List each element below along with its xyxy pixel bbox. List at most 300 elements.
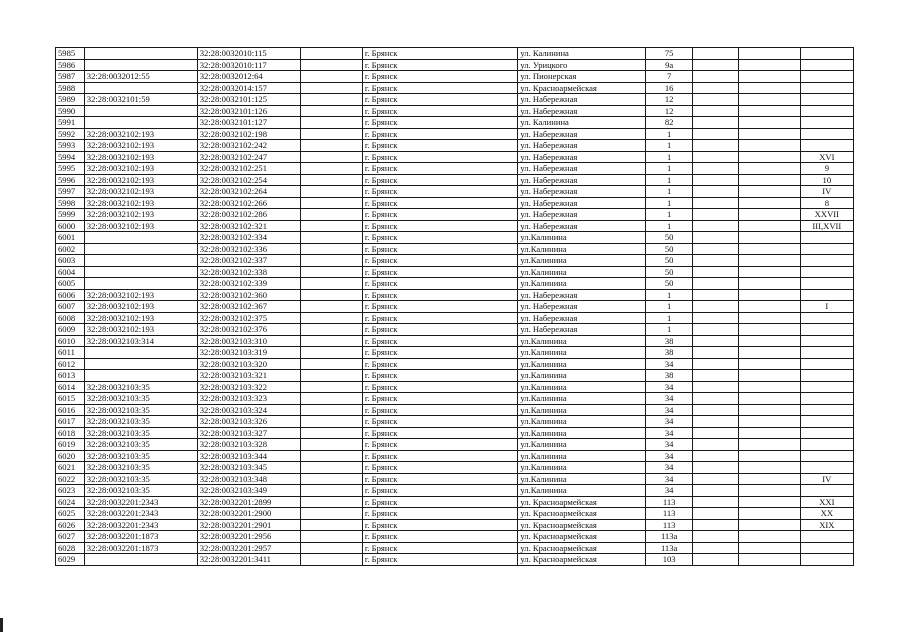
cell-empty bbox=[693, 117, 739, 129]
cell-empty bbox=[301, 404, 363, 416]
cell-record-number: 6000 bbox=[56, 220, 85, 232]
cell-city: г. Брянск bbox=[362, 197, 518, 209]
cell-city: г. Брянск bbox=[362, 186, 518, 198]
cell-street: ул. Красноармейская bbox=[518, 496, 646, 508]
cell-building-cadastral: 32:28:0032201:2901 bbox=[197, 519, 300, 531]
cell-record-number: 6010 bbox=[56, 335, 85, 347]
cell-empty bbox=[738, 82, 800, 94]
cell-premises bbox=[800, 59, 853, 71]
cell-building-cadastral: 32:28:0032201:2956 bbox=[197, 531, 300, 543]
cell-street: ул.Калинина bbox=[518, 381, 646, 393]
cell-empty bbox=[738, 209, 800, 221]
cell-building-cadastral: 32:28:0032102:242 bbox=[197, 140, 300, 152]
cell-premises bbox=[800, 94, 853, 106]
cell-city: г. Брянск bbox=[362, 519, 518, 531]
cell-street: ул. Набережная bbox=[518, 209, 646, 221]
cell-record-number: 6029 bbox=[56, 554, 85, 566]
cell-empty bbox=[738, 462, 800, 474]
cell-parcel-cadastral: 32:28:0032102:193 bbox=[84, 186, 197, 198]
cell-house: 103 bbox=[646, 554, 693, 566]
cell-empty bbox=[693, 393, 739, 405]
cell-premises bbox=[800, 128, 853, 140]
cell-record-number: 5998 bbox=[56, 197, 85, 209]
cell-empty bbox=[693, 209, 739, 221]
cell-city: г. Брянск bbox=[362, 324, 518, 336]
cell-empty bbox=[738, 301, 800, 313]
cell-street: ул. Набережная bbox=[518, 186, 646, 198]
cell-parcel-cadastral: 32:28:0032201:2343 bbox=[84, 496, 197, 508]
cell-building-cadastral: 32:28:0032103:345 bbox=[197, 462, 300, 474]
cell-empty bbox=[301, 266, 363, 278]
cell-empty bbox=[693, 508, 739, 520]
cell-record-number: 6025 bbox=[56, 508, 85, 520]
table-row bbox=[56, 163, 854, 175]
cell-empty bbox=[693, 186, 739, 198]
cell-empty bbox=[301, 197, 363, 209]
cell-empty bbox=[301, 105, 363, 117]
cell-street: ул. Набережная bbox=[518, 105, 646, 117]
cell-street: ул. Калинина bbox=[518, 117, 646, 129]
cell-premises: III,XVII bbox=[800, 220, 853, 232]
cell-city: г. Брянск bbox=[362, 105, 518, 117]
cell-street: ул. Пионерская bbox=[518, 71, 646, 83]
cell-parcel-cadastral bbox=[84, 358, 197, 370]
cell-premises bbox=[800, 255, 853, 267]
cell-record-number: 6009 bbox=[56, 324, 85, 336]
cell-building-cadastral: 32:28:0032103:327 bbox=[197, 427, 300, 439]
cell-empty bbox=[693, 94, 739, 106]
cell-empty bbox=[301, 174, 363, 186]
cell-record-number: 6022 bbox=[56, 473, 85, 485]
cell-empty bbox=[738, 427, 800, 439]
cell-parcel-cadastral: 32:28:0032103:35 bbox=[84, 427, 197, 439]
cell-empty bbox=[301, 496, 363, 508]
table-row bbox=[56, 140, 854, 152]
cell-street: ул. Красноармейская bbox=[518, 542, 646, 554]
cell-street: ул. Красноармейская bbox=[518, 519, 646, 531]
cell-house: 34 bbox=[646, 404, 693, 416]
cell-empty bbox=[693, 531, 739, 543]
cell-building-cadastral: 32:28:0032101:125 bbox=[197, 94, 300, 106]
cell-house: 1 bbox=[646, 151, 693, 163]
cell-record-number: 6023 bbox=[56, 485, 85, 497]
cell-empty bbox=[738, 128, 800, 140]
cell-city: г. Брянск bbox=[362, 301, 518, 313]
cell-premises bbox=[800, 393, 853, 405]
cell-parcel-cadastral: 32:28:0032102:193 bbox=[84, 301, 197, 313]
cell-house: 12 bbox=[646, 105, 693, 117]
registry-body bbox=[56, 48, 854, 566]
cell-empty bbox=[738, 266, 800, 278]
cell-empty bbox=[301, 117, 363, 129]
cell-record-number: 5995 bbox=[56, 163, 85, 175]
cell-building-cadastral: 32:28:0032101:127 bbox=[197, 117, 300, 129]
cell-house: 50 bbox=[646, 232, 693, 244]
cell-empty bbox=[693, 128, 739, 140]
cell-premises bbox=[800, 462, 853, 474]
cell-parcel-cadastral bbox=[84, 243, 197, 255]
cell-record-number: 5993 bbox=[56, 140, 85, 152]
cell-empty bbox=[301, 232, 363, 244]
table-row bbox=[56, 485, 854, 497]
cell-empty bbox=[301, 71, 363, 83]
cell-house: 34 bbox=[646, 393, 693, 405]
cell-empty bbox=[301, 151, 363, 163]
table-row bbox=[56, 473, 854, 485]
cell-city: г. Брянск bbox=[362, 243, 518, 255]
cell-parcel-cadastral bbox=[84, 370, 197, 382]
cell-building-cadastral: 32:28:0032102:264 bbox=[197, 186, 300, 198]
cell-house: 1 bbox=[646, 140, 693, 152]
cell-city: г. Брянск bbox=[362, 163, 518, 175]
cell-parcel-cadastral: 32:28:0032201:1873 bbox=[84, 542, 197, 554]
cell-premises bbox=[800, 232, 853, 244]
cell-record-number: 6015 bbox=[56, 393, 85, 405]
cell-record-number: 6004 bbox=[56, 266, 85, 278]
cell-premises: IV bbox=[800, 186, 853, 198]
cell-city: г. Брянск bbox=[362, 496, 518, 508]
cell-empty bbox=[738, 220, 800, 232]
cell-building-cadastral: 32:28:0032103:320 bbox=[197, 358, 300, 370]
cell-empty bbox=[693, 243, 739, 255]
cell-street: ул. Красноармейская bbox=[518, 531, 646, 543]
cell-empty bbox=[693, 278, 739, 290]
cell-empty bbox=[693, 347, 739, 359]
cell-record-number: 5986 bbox=[56, 59, 85, 71]
cell-empty bbox=[693, 151, 739, 163]
cell-empty bbox=[738, 554, 800, 566]
table-row bbox=[56, 301, 854, 313]
cell-city: г. Брянск bbox=[362, 335, 518, 347]
cell-city: г. Брянск bbox=[362, 485, 518, 497]
cell-empty bbox=[693, 439, 739, 451]
cell-empty bbox=[301, 94, 363, 106]
table-row bbox=[56, 370, 854, 382]
cell-empty bbox=[738, 163, 800, 175]
cell-record-number: 6003 bbox=[56, 255, 85, 267]
cell-house: 1 bbox=[646, 174, 693, 186]
cell-empty bbox=[738, 485, 800, 497]
cell-premises bbox=[800, 370, 853, 382]
cell-city: г. Брянск bbox=[362, 71, 518, 83]
table-row bbox=[56, 59, 854, 71]
table-row bbox=[56, 358, 854, 370]
cell-empty bbox=[693, 312, 739, 324]
cell-empty bbox=[301, 163, 363, 175]
cell-parcel-cadastral bbox=[84, 117, 197, 129]
cell-parcel-cadastral: 32:28:0032102:193 bbox=[84, 209, 197, 221]
cell-street: ул. Набережная bbox=[518, 174, 646, 186]
table-row bbox=[56, 48, 854, 60]
table-row bbox=[56, 335, 854, 347]
table-row bbox=[56, 404, 854, 416]
cell-empty bbox=[738, 404, 800, 416]
cell-empty bbox=[738, 335, 800, 347]
cell-empty bbox=[301, 335, 363, 347]
cell-empty bbox=[693, 496, 739, 508]
cell-record-number: 5988 bbox=[56, 82, 85, 94]
cell-empty bbox=[738, 232, 800, 244]
cell-empty bbox=[301, 416, 363, 428]
cell-empty bbox=[301, 289, 363, 301]
cell-empty bbox=[693, 59, 739, 71]
cell-city: г. Брянск bbox=[362, 59, 518, 71]
cell-house: 1 bbox=[646, 301, 693, 313]
cell-parcel-cadastral bbox=[84, 82, 197, 94]
cell-parcel-cadastral: 32:28:0032102:193 bbox=[84, 289, 197, 301]
cell-street: ул. Набережная bbox=[518, 128, 646, 140]
cell-empty bbox=[738, 393, 800, 405]
cell-house: 82 bbox=[646, 117, 693, 129]
cell-street: ул.Калинина bbox=[518, 243, 646, 255]
cell-record-number: 6026 bbox=[56, 519, 85, 531]
cell-record-number: 5992 bbox=[56, 128, 85, 140]
cell-empty bbox=[301, 82, 363, 94]
cell-premises bbox=[800, 531, 853, 543]
table-row bbox=[56, 508, 854, 520]
cell-record-number: 5997 bbox=[56, 186, 85, 198]
cell-building-cadastral: 32:28:0032102:254 bbox=[197, 174, 300, 186]
cell-parcel-cadastral: 32:28:0032103:35 bbox=[84, 439, 197, 451]
cell-building-cadastral: 32:28:0032102:338 bbox=[197, 266, 300, 278]
cell-empty bbox=[693, 335, 739, 347]
cell-house: 113 bbox=[646, 496, 693, 508]
table-row bbox=[56, 542, 854, 554]
cell-premises bbox=[800, 335, 853, 347]
cell-house: 38 bbox=[646, 370, 693, 382]
cell-parcel-cadastral: 32:28:0032102:193 bbox=[84, 140, 197, 152]
cell-empty bbox=[693, 427, 739, 439]
cell-parcel-cadastral: 32:28:0032012:55 bbox=[84, 71, 197, 83]
cell-city: г. Брянск bbox=[362, 347, 518, 359]
cell-city: г. Брянск bbox=[362, 312, 518, 324]
cell-building-cadastral: 32:28:0032102:198 bbox=[197, 128, 300, 140]
cell-parcel-cadastral: 32:28:0032201:1873 bbox=[84, 531, 197, 543]
cell-record-number: 6007 bbox=[56, 301, 85, 313]
cell-premises bbox=[800, 117, 853, 129]
cell-street: ул.Калинина bbox=[518, 278, 646, 290]
cell-street: ул.Калинина bbox=[518, 335, 646, 347]
cell-city: г. Брянск bbox=[362, 174, 518, 186]
cell-building-cadastral: 32:28:0032102:251 bbox=[197, 163, 300, 175]
cell-street: ул. Красноармейская bbox=[518, 508, 646, 520]
cell-empty bbox=[738, 94, 800, 106]
cell-premises: XXI bbox=[800, 496, 853, 508]
cell-house: 9а bbox=[646, 59, 693, 71]
cell-street: ул. Набережная bbox=[518, 94, 646, 106]
cell-premises bbox=[800, 324, 853, 336]
table-row bbox=[56, 174, 854, 186]
cell-premises: 8 bbox=[800, 197, 853, 209]
cell-city: г. Брянск bbox=[362, 427, 518, 439]
cell-premises bbox=[800, 140, 853, 152]
cell-building-cadastral: 32:28:0032102:337 bbox=[197, 255, 300, 267]
cell-empty bbox=[738, 496, 800, 508]
cell-house: 75 bbox=[646, 48, 693, 60]
cell-street: ул.Калинина bbox=[518, 416, 646, 428]
cell-empty bbox=[738, 71, 800, 83]
cell-empty bbox=[301, 462, 363, 474]
cell-record-number: 6018 bbox=[56, 427, 85, 439]
cell-empty bbox=[693, 174, 739, 186]
cell-street: ул. Набережная bbox=[518, 289, 646, 301]
cell-parcel-cadastral bbox=[84, 105, 197, 117]
table-row bbox=[56, 266, 854, 278]
cell-house: 1 bbox=[646, 128, 693, 140]
table-row bbox=[56, 554, 854, 566]
cell-empty bbox=[301, 243, 363, 255]
cell-record-number: 6027 bbox=[56, 531, 85, 543]
table-row bbox=[56, 186, 854, 198]
cell-empty bbox=[301, 531, 363, 543]
cell-empty bbox=[738, 105, 800, 117]
table-row bbox=[56, 381, 854, 393]
cell-street: ул. Красноармейская bbox=[518, 554, 646, 566]
cell-empty bbox=[693, 381, 739, 393]
cell-record-number: 6017 bbox=[56, 416, 85, 428]
cell-empty bbox=[738, 473, 800, 485]
cell-empty bbox=[738, 117, 800, 129]
cell-street: ул.Калинина bbox=[518, 358, 646, 370]
cell-empty bbox=[301, 542, 363, 554]
cell-record-number: 6021 bbox=[56, 462, 85, 474]
cell-street: ул. Урицкого bbox=[518, 59, 646, 71]
cell-empty bbox=[738, 174, 800, 186]
cell-street: ул.Калинина bbox=[518, 473, 646, 485]
cell-building-cadastral: 32:28:0032102:247 bbox=[197, 151, 300, 163]
cell-street: ул.Калинина bbox=[518, 485, 646, 497]
cell-premises bbox=[800, 416, 853, 428]
cell-record-number: 5987 bbox=[56, 71, 85, 83]
cell-parcel-cadastral bbox=[84, 255, 197, 267]
cell-premises bbox=[800, 266, 853, 278]
cell-premises bbox=[800, 48, 853, 60]
cell-building-cadastral: 32:28:0032102:339 bbox=[197, 278, 300, 290]
cell-empty bbox=[738, 197, 800, 209]
cell-premises bbox=[800, 404, 853, 416]
cell-empty bbox=[693, 289, 739, 301]
cell-premises: IV bbox=[800, 473, 853, 485]
cell-city: г. Брянск bbox=[362, 48, 518, 60]
cell-building-cadastral: 32:28:0032014:157 bbox=[197, 82, 300, 94]
cell-house: 12 bbox=[646, 94, 693, 106]
cell-empty bbox=[693, 82, 739, 94]
cell-empty bbox=[693, 48, 739, 60]
cell-parcel-cadastral bbox=[84, 266, 197, 278]
table-row bbox=[56, 82, 854, 94]
cell-empty bbox=[693, 450, 739, 462]
cell-city: г. Брянск bbox=[362, 542, 518, 554]
cell-house: 34 bbox=[646, 450, 693, 462]
cell-parcel-cadastral: 32:28:0032201:2343 bbox=[84, 519, 197, 531]
cell-city: г. Брянск bbox=[362, 255, 518, 267]
cell-record-number: 6019 bbox=[56, 439, 85, 451]
cell-empty bbox=[301, 255, 363, 267]
cell-street: ул. Набережная bbox=[518, 324, 646, 336]
cell-city: г. Брянск bbox=[362, 439, 518, 451]
cell-premises bbox=[800, 71, 853, 83]
cell-empty bbox=[301, 381, 363, 393]
cell-street: ул. Красноармейская bbox=[518, 82, 646, 94]
cell-house: 34 bbox=[646, 381, 693, 393]
cell-premises: 10 bbox=[800, 174, 853, 186]
cell-empty bbox=[738, 542, 800, 554]
cell-building-cadastral: 32:28:0032102:367 bbox=[197, 301, 300, 313]
table-row bbox=[56, 151, 854, 163]
cell-street: ул.Калинина bbox=[518, 462, 646, 474]
cell-building-cadastral: 32:28:0032103:344 bbox=[197, 450, 300, 462]
cell-city: г. Брянск bbox=[362, 473, 518, 485]
table-row bbox=[56, 496, 854, 508]
cell-house: 34 bbox=[646, 439, 693, 451]
cell-house: 34 bbox=[646, 427, 693, 439]
cell-house: 38 bbox=[646, 347, 693, 359]
cell-empty bbox=[301, 450, 363, 462]
cell-empty bbox=[738, 140, 800, 152]
cell-empty bbox=[693, 140, 739, 152]
cell-street: ул. Набережная bbox=[518, 151, 646, 163]
cell-building-cadastral: 32:28:0032201:2899 bbox=[197, 496, 300, 508]
cell-empty bbox=[738, 347, 800, 359]
cell-building-cadastral: 32:28:0032103:328 bbox=[197, 439, 300, 451]
cell-city: г. Брянск bbox=[362, 370, 518, 382]
cell-street: ул.Калинина bbox=[518, 404, 646, 416]
cell-house: 34 bbox=[646, 462, 693, 474]
cell-building-cadastral: 32:28:0032103:319 bbox=[197, 347, 300, 359]
cell-premises: XVI bbox=[800, 151, 853, 163]
cell-parcel-cadastral: 32:28:0032101:59 bbox=[84, 94, 197, 106]
table-row bbox=[56, 439, 854, 451]
cell-house: 1 bbox=[646, 197, 693, 209]
cell-premises: 9 bbox=[800, 163, 853, 175]
cell-street: ул.Калинина bbox=[518, 255, 646, 267]
cell-city: г. Брянск bbox=[362, 220, 518, 232]
cell-building-cadastral: 32:28:0032103:326 bbox=[197, 416, 300, 428]
cell-city: г. Брянск bbox=[362, 508, 518, 520]
cell-city: г. Брянск bbox=[362, 140, 518, 152]
cell-building-cadastral: 32:28:0032102:376 bbox=[197, 324, 300, 336]
cell-parcel-cadastral: 32:28:0032201:2343 bbox=[84, 508, 197, 520]
cell-empty bbox=[693, 105, 739, 117]
cell-street: ул.Калинина bbox=[518, 450, 646, 462]
cell-city: г. Брянск bbox=[362, 554, 518, 566]
cell-empty bbox=[738, 255, 800, 267]
cell-premises bbox=[800, 82, 853, 94]
cell-record-number: 5985 bbox=[56, 48, 85, 60]
cell-empty bbox=[693, 542, 739, 554]
cell-building-cadastral: 32:28:0032201:2900 bbox=[197, 508, 300, 520]
cell-empty bbox=[738, 531, 800, 543]
cell-street: ул.Калинина bbox=[518, 347, 646, 359]
cell-house: 113 bbox=[646, 508, 693, 520]
cell-parcel-cadastral: 32:28:0032103:35 bbox=[84, 473, 197, 485]
cell-city: г. Брянск bbox=[362, 416, 518, 428]
cell-premises bbox=[800, 278, 853, 290]
cell-empty bbox=[693, 416, 739, 428]
cell-empty bbox=[301, 554, 363, 566]
cell-city: г. Брянск bbox=[362, 450, 518, 462]
cell-parcel-cadastral: 32:28:0032103:35 bbox=[84, 462, 197, 474]
cell-street: ул.Калинина bbox=[518, 427, 646, 439]
cell-record-number: 5996 bbox=[56, 174, 85, 186]
cell-city: г. Брянск bbox=[362, 289, 518, 301]
cell-record-number: 6016 bbox=[56, 404, 85, 416]
cell-house: 113 bbox=[646, 519, 693, 531]
cell-empty bbox=[693, 462, 739, 474]
cell-empty bbox=[693, 404, 739, 416]
cell-premises bbox=[800, 450, 853, 462]
cell-house: 113а bbox=[646, 542, 693, 554]
